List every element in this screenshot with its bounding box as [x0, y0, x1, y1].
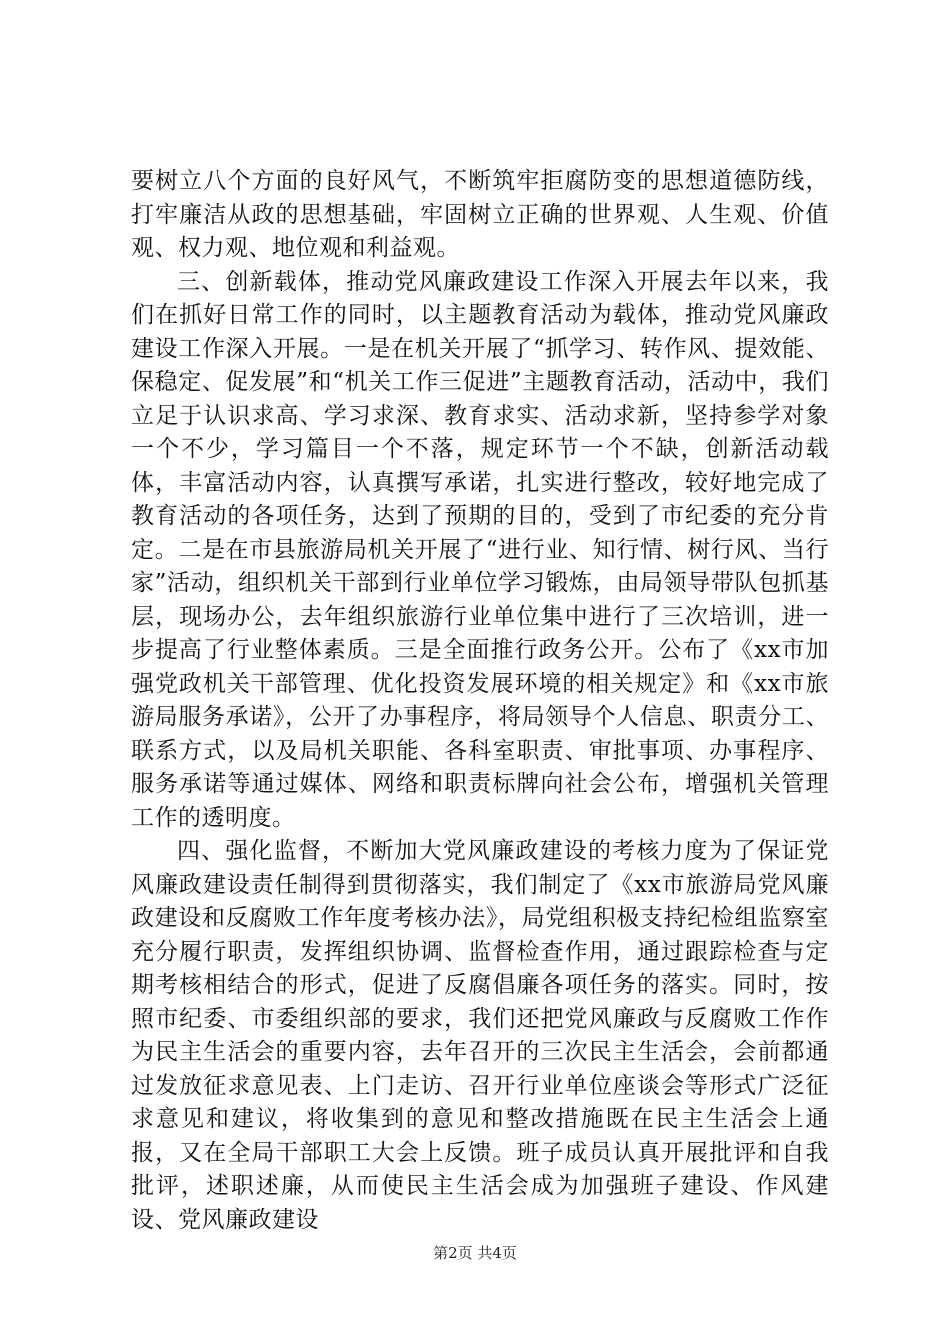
- page-number-footer: 第2页 共4页: [433, 1244, 517, 1262]
- paragraph-1: 要树立八个方面的良好风气，不断筑牢拒腐防变的思想道德防线，打牢廉洁从政的思想基础，牢固树立正确的世界观、人生观、价值观、权力观、地位观和利益观。: [131, 168, 829, 261]
- document-body: [131, 165, 829, 1237]
- paragraph-2: 三、创新载体，推动党风廉政建设工作深入开展去年以来，我们在抓好日常工作的同时，以主题教育活动为载体，推动党风廉政建设工作深入开展。一是在机关开展了“抓学习、转作风、提效能、保稳定、促发展”和“机关工作三促进”主题教育活动，活动中，我们立足于认识求高、学习求深、教育求实、活动求新，坚持参学对象一个不少，学习篇目一个不落，规定环节一个不缺，创新活动载体，丰富活动内容，认真撰写承诺，扎实进行整改，较好地完成了教育活动的各项任务，达到了预期的目的，受到了市纪委的充分肯定。二是在市县旅游局机关开展了“进行业、知行情、树行风、当行家”活动，组织机关干部到行业单位学习锻炼，由局领导带队包抓基层，现场办公，去年组织旅游行业单位集中进行了三次培训，进一步提高了行业整体素质。三是全面推行政务公开。公布了《xx市加强党政机关干部管理、优化投资发展环境的相关规定》和《xx市旅游局服务承诺》，公开了办事程序，将局领导个人信息、职责分工、联系方式，以及局机关职能、各科室职责、审批事项、办事程序、服务承诺等通过媒体、网络和职责标牌向社会公布，增强机关管理工作的透明度。: [131, 268, 829, 831]
- paragraph-3: 四、强化监督，不断加大党风廉政建设的考核力度为了保证党风廉政建设责任制得到贯彻落实，我们制定了《xx市旅游局党风廉政建设和反腐败工作年度考核办法》，局党组积极支持纪检组监察室充分履行职责，发挥组织协调、监督检查作用，通过跟踪检查与定期考核相结合的形式，促进了反腐倡廉各项任务的落实。同时，按照市纪委、市委组织部的要求，我们还把党风廉政与反腐败工作作为民主生活会的重要内容，去年召开的三次民主生活会，会前都通过发放征求意见表、上门走访、召开行业单位座谈会等形式广泛征求意见和建议，将收集到的意见和整改措施既在民主生活会上通报，又在全局干部职工大会上反馈。班子成员认真开展批评和自我批评，述职述廉，从而使民主生活会成为加强班子建设、作风建设、党风廉政建设: [131, 838, 829, 1233]
